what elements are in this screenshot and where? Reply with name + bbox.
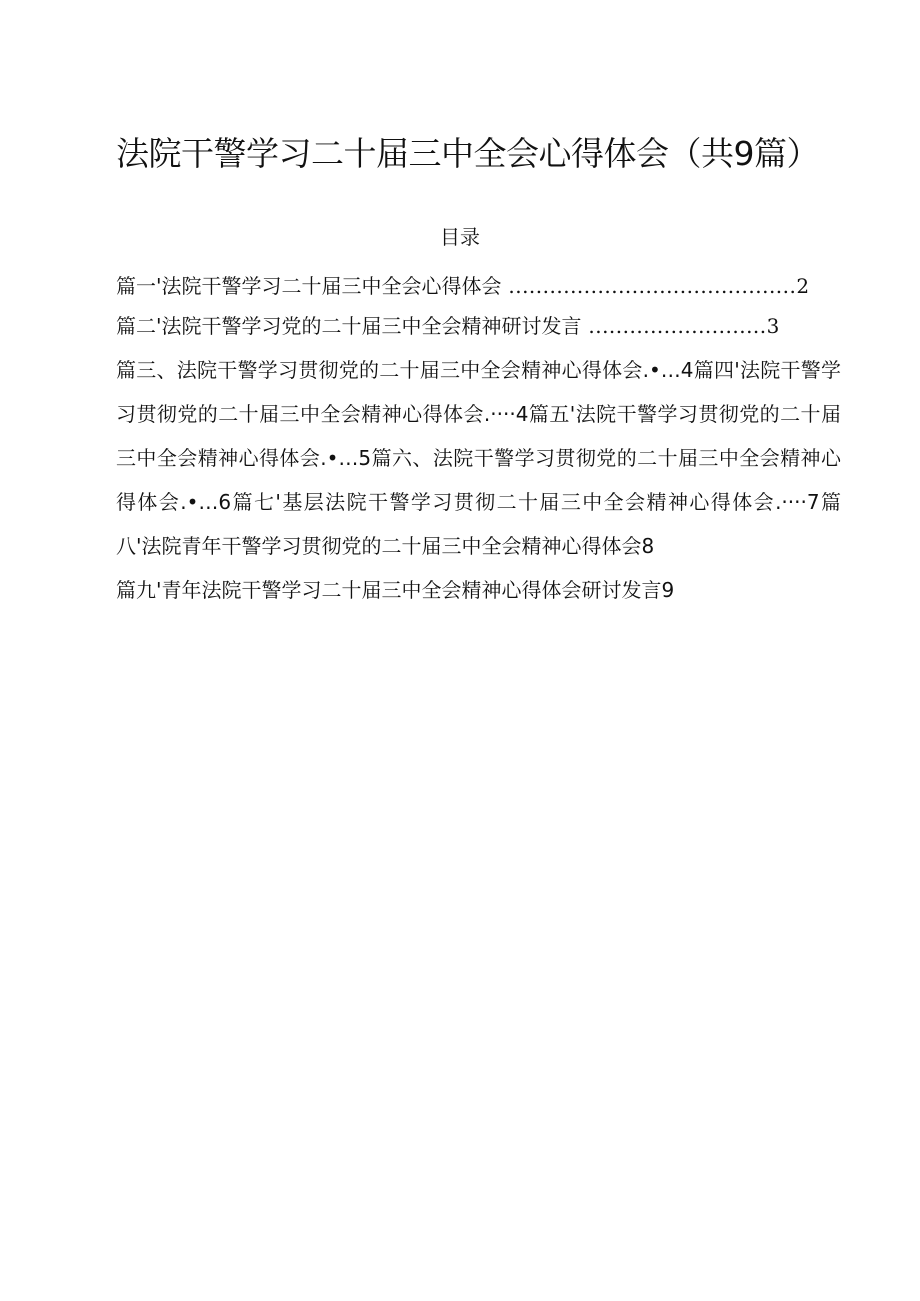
toc-leader-dots: .......................... xyxy=(581,314,767,338)
toc-entry-2[interactable] xyxy=(116,308,841,344)
table-of-contents xyxy=(116,268,841,608)
toc-entries-paragraph: 篇三、法院干警学习贯彻党的二十届三中全会精神心得体会.•…4篇四'法院干警学习贯彻党的二十届三中全会精神心得体会.····4篇五'法院干警学习贯彻党的二十届三中全会精神心得体会.•…5篇六、法院干警学习贯彻党的二十届三中全会精神心得体会.•…6篇七'基层法院干警学习贯彻二十届三中全会精神心得体会.····7篇八'法院青年干警学习贯彻党的二十届三中全会精神心得体会8 xyxy=(116,358,841,558)
toc-entry-text: 篇一'法院干警学习二十届三中全会心得体会 xyxy=(116,274,502,298)
toc-entry-text: 篇二'法院干警学习党的二十届三中全会精神研讨发言 xyxy=(116,314,582,338)
toc-entry-1[interactable] xyxy=(116,268,841,304)
toc-leader-dots: .......................................... xyxy=(501,274,797,298)
toc-page-number: 2 xyxy=(796,274,810,298)
toc-heading: 目录 xyxy=(440,225,480,249)
toc-entry-9[interactable]: 篇九'青年法院干警学习二十届三中全会精神心得体会研讨发言9 xyxy=(116,578,675,602)
toc-page-number: 3 xyxy=(766,314,780,338)
document-title: 法院干警学习二十届三中全会心得体会（共9篇） xyxy=(116,134,819,173)
